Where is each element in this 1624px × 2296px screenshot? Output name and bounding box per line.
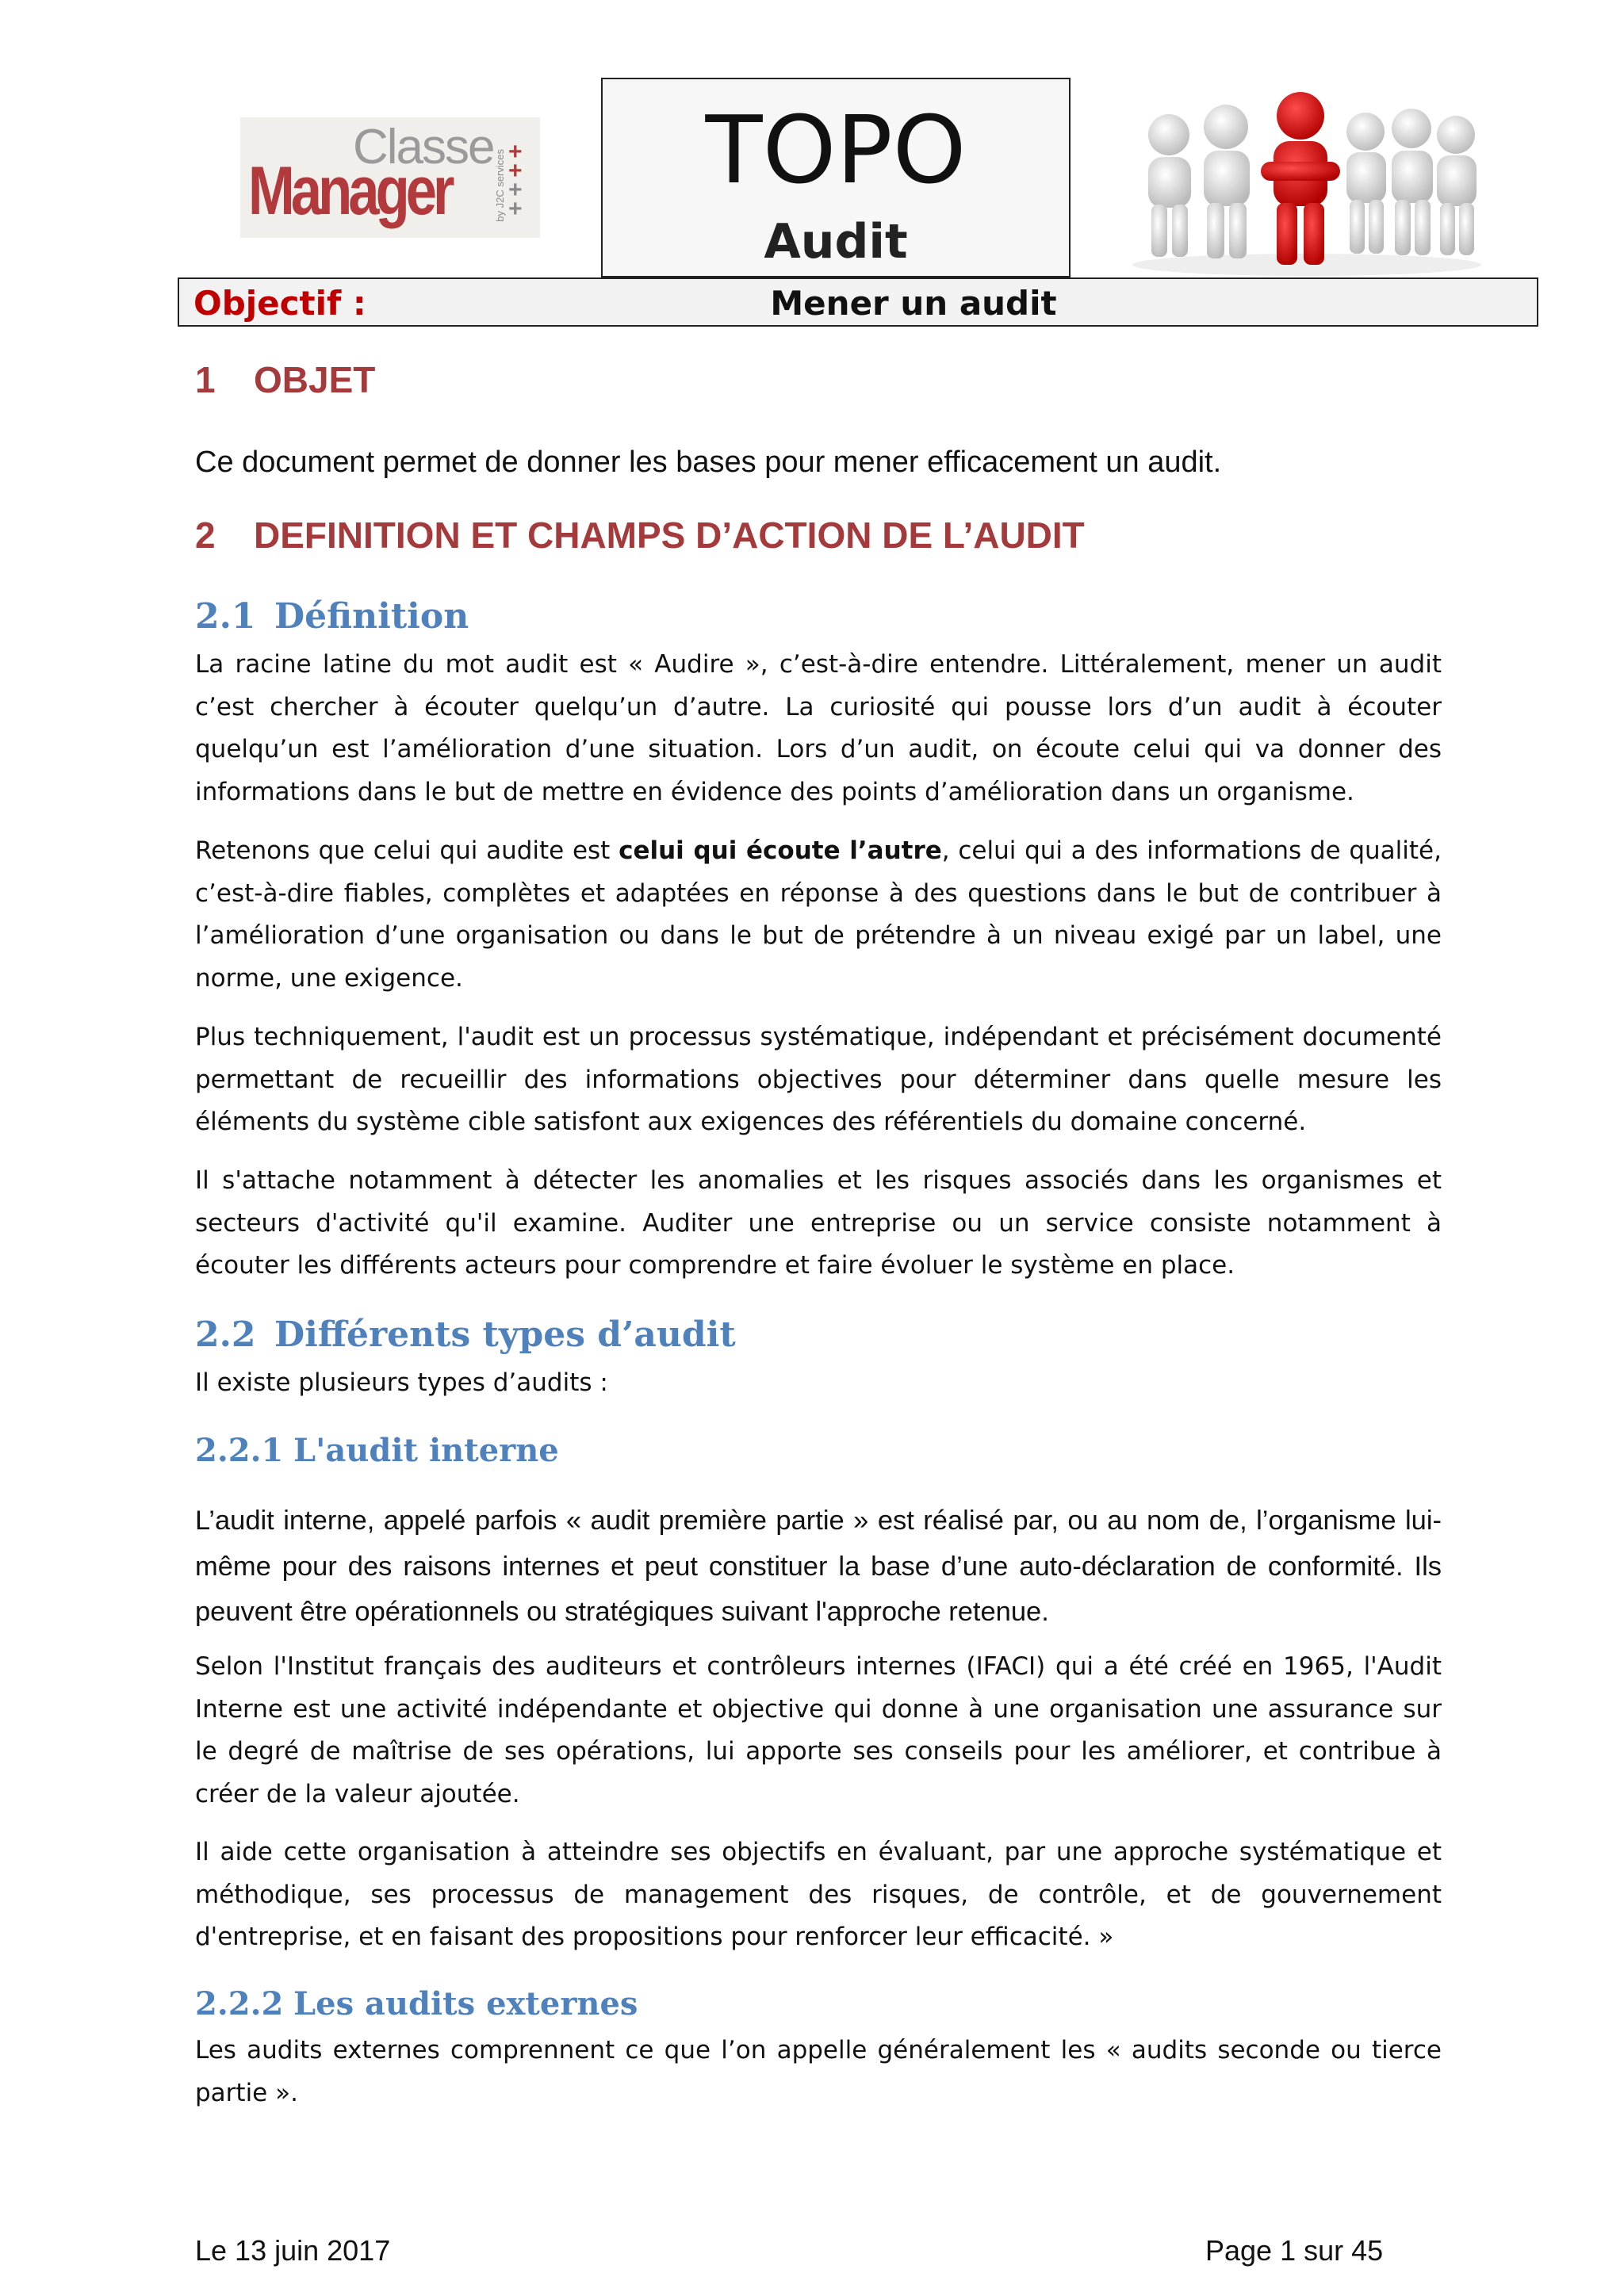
heading-number: 1 (195, 359, 216, 400)
types-intro: Il existe plusieurs types d’audits : (195, 1368, 608, 1397)
definition-paragraph-3: Plus techniquement, l'audit est un processus systématique, indépendant et précisément documenté permettant de recueillir des informations objectives pour déterminer dans quelle mesure les éléments du système cible satisfont aux exigences des référentiels du domaine concerné. (195, 1023, 1442, 1137)
definition-paragraph-1: La racine latine du mot audit est « Audire », c’est-à-dire entendre. Littéralement, mener un audit c’est chercher à écouter quelqu’un d’autre. La curiosité qui pousse lors d’un audit à écouter quelqu’un est l’amélioration d’une situation. Lors d’un audit, on écoute celui qui va donner des informations dans le but de mettre en évidence des points d’amélioration dans un organisme. (195, 650, 1442, 806)
heading-number: 2 (195, 515, 216, 556)
heading-2-definition-champs (195, 514, 1085, 557)
audit-interne-paragraph-2: Selon l'Institut français des auditeurs et contrôleurs internes (IFACI) qui a été créé en 1965, l'Audit Interne est une activité indépendante et objective qui donne à une organisation une assurance sur le degré de maîtrise de ses opérations, lui apporte ses conseils pour les améliorer, et contribue à créer de la valeur ajoutée. (195, 1652, 1442, 1808)
logo-crosses-icon: + + + + (508, 139, 523, 222)
heading-text: DEFINITION ET CHAMPS D’ACTION DE L’AUDIT (254, 515, 1085, 556)
heading-2-2-types-audit (195, 1314, 736, 1355)
heading-text: Les audits externes (293, 1985, 638, 2022)
objet-text: Ce document permet de donner les bases pour mener efficacement un audit. (195, 446, 1222, 479)
logo-word-classe: Classe (353, 120, 494, 174)
figure-white-4 (1392, 109, 1433, 255)
bold-text: celui qui écoute l’autre (619, 836, 942, 865)
figure-white-2 (1204, 105, 1250, 258)
heading-text: OBJET (254, 359, 376, 400)
heading-text: Différents types d’audit (274, 1314, 736, 1355)
heading-number: 2.2.1 (195, 1432, 284, 1469)
heading-number: 2.1 (195, 596, 256, 637)
audits-externes-paragraph-1: Les audits externes comprennent ce que l’on appelle généralement les « audits seconde ou tierce partie ». (195, 2036, 1442, 2107)
audit-interne-paragraph-3: Il aide cette organisation à atteindre ses objectifs en évaluant, par une approche systématique et méthodique, ses processus de management des risques, de contrôle, et de gouvernement d'entreprise, et en faisant des propositions pour renforcer leur efficacité. » (195, 1838, 1442, 1952)
figure-red-leader (1261, 92, 1340, 265)
objective-label: Objectif : (193, 284, 366, 323)
figure-white-3 (1346, 113, 1386, 254)
heading-text: L'audit interne (293, 1432, 559, 1469)
page-subtitle: Audit (764, 214, 908, 270)
definition-paragraph-4: Il s'attache notamment à détecter les anomalies et les risques associés dans les organismes et secteurs d'activité qu'il examine. Auditer une entreprise ou un service consiste notamment à écouter les différents acteurs pour comprendre et faire évoluer le système en place. (195, 1166, 1442, 1280)
footer-date: Le 13 juin 2017 (195, 2234, 391, 2267)
heading-number: 2.2 (195, 1314, 256, 1355)
text-run: , celui qui a des informations de qualité, c’est-à-dire fiables, complètes et adaptées en réponse à des questions dans le but de contribuer à l’amélioration d’une organisation ou dans le but de prétendre à un niveau exigé par un label, une norme, une exigence. (195, 836, 1442, 993)
heading-2-1-definition (195, 596, 469, 637)
heading-1-objet (195, 358, 375, 401)
heading-number: 2.2.2 (195, 1985, 284, 2022)
definition-paragraph-2 (195, 830, 1442, 1000)
figure-white-1 (1148, 114, 1191, 257)
page-title: TOPO (705, 95, 967, 205)
objective-bar (178, 277, 1538, 327)
heading-2-2-2-audits-externes (195, 1985, 638, 2022)
logo-word-manager: Manager (248, 153, 451, 229)
objective-value: Mener un audit (770, 284, 1057, 323)
heading-text: Définition (274, 596, 469, 637)
title-box (601, 78, 1071, 277)
audit-interne-paragraph-1: L’audit interne, appelé parfois « audit première partie » est réalisé par, ou au nom de, l’organisme lui-même pour des raisons internes et peut constituer la base d’une auto-déclaration de conformité. Ils peuvent être opérationnels ou stratégiques suivant l'approche retenue. (195, 1506, 1442, 1628)
text-run: Retenons que celui qui audite est (195, 836, 619, 865)
classe-manager-logo (240, 117, 540, 238)
team-leader-illustration (1128, 89, 1486, 277)
heading-2-2-1-audit-interne (195, 1432, 559, 1469)
figure-white-5 (1437, 116, 1477, 255)
logo-byline: by J2C services (494, 149, 506, 222)
footer-page-number: Page 1 sur 45 (1205, 2234, 1384, 2267)
